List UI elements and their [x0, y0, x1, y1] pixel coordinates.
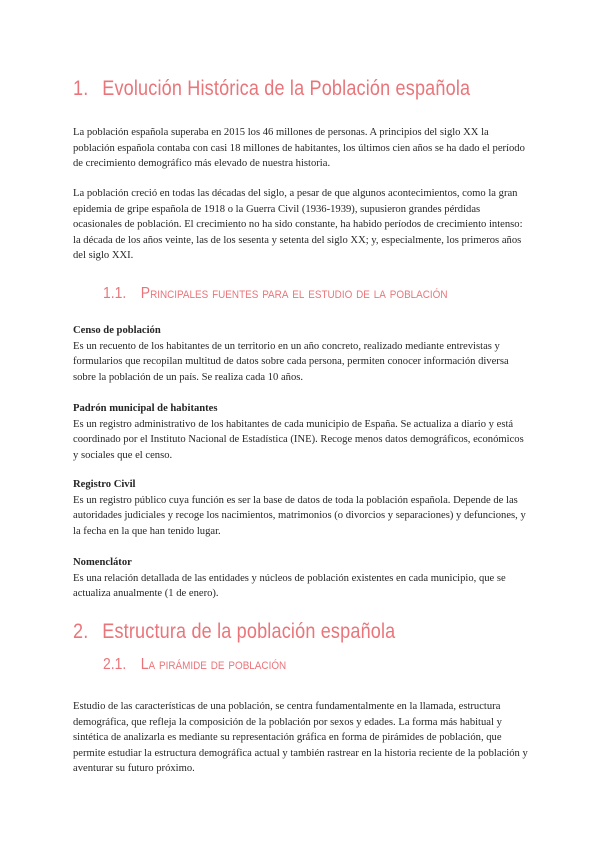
source-term: Nomenclátor — [73, 557, 132, 568]
section-2-heading — [73, 620, 395, 644]
section-2-title: Estructura de la población española — [102, 620, 396, 643]
source-item-nomenclator — [73, 555, 529, 602]
source-term: Censo de población — [73, 325, 161, 336]
section-2-1-number: 2.1. — [103, 656, 127, 673]
section-1-1-number: 1.1. — [103, 285, 127, 302]
source-description: Es una relación detallada de las entidades y núcleos de población existentes en cada municipio, que se actualiza anualmente (1 de enero). — [73, 572, 506, 600]
source-item-padron — [73, 401, 529, 463]
source-term: Registro Civil — [73, 479, 136, 490]
source-item-registro-civil — [73, 477, 529, 539]
source-description: Es un registro público cuya función es ser la base de datos de toda la población española. Depende de las autoridades judiciales y recoge los nacimientos, matrimonios (o divorcios y separaciones) y defunciones, y la fecha en la que han tenido lugar. — [73, 494, 526, 537]
section-2-1-heading — [103, 656, 286, 674]
source-description: Es un registro administrativo de los habitantes de cada municipio de España. Se actualiza a diario y está coordinado por el Instituto Nacional de Estadística (INE). Recoge menos datos demográficos, económicos y sociales que el censo. — [73, 418, 524, 461]
source-description: Es un recuento de los habitantes de un territorio en un año concreto, realizado mediante entrevistas y formularios que recopilan multitud de datos sobre cada persona, permiten conocer información diversa sobre la población de un país. Se realiza cada 10 años. — [73, 340, 509, 383]
section-1-paragraph-2: La población creció en todas las décadas del siglo, a pesar de que algunos acontecimientos, como la gran epidemia de gripe española de 1918 o la Guerra Civil (1936-1939), supusieron grandes pérdidas ocasionales de población. El crecimiento no ha sido constante, ha habido períodos de crecimiento intenso: la década de los años veinte, las de los sesenta y setenta del siglo XX; y, especialmente, los primeros años del siglo XXI. — [73, 188, 523, 262]
section-2-number: 2. — [73, 620, 89, 643]
section-2-1-title: La pirámide de población — [140, 656, 287, 673]
section-1-number: 1. — [73, 77, 89, 100]
section-1-1-heading — [103, 285, 448, 303]
section-1-title: Evolución Histórica de la Población española — [102, 77, 471, 100]
section-2-1-paragraph: Estudio de las características de una población, se centra fundamentalmente en la llamada, estructura demográfica, que refleja la composición de la población por sexos y edades. La forma más habitual y sintética de analizarla es mediante su representación gráfica en forma de pirámides de población, que permite estudiar la estructura demográfica actual y también rastrear en la historia reciente de la población y aventurar su futuro próximo. — [73, 701, 528, 775]
source-term: Padrón municipal de habitantes — [73, 403, 218, 414]
section-1-heading — [73, 77, 470, 101]
source-item-censo — [73, 323, 529, 385]
section-1-1-title: Principales fuentes para el estudio de la población — [140, 285, 448, 302]
section-1-paragraph-1: La población española superaba en 2015 los 46 millones de personas. A principios del siglo XX la población española contaba con casi 18 millones de habitantes, los últimos cien años se ha dado el período de crecimiento demográfico más elevado de nuestra historia. — [73, 127, 525, 170]
